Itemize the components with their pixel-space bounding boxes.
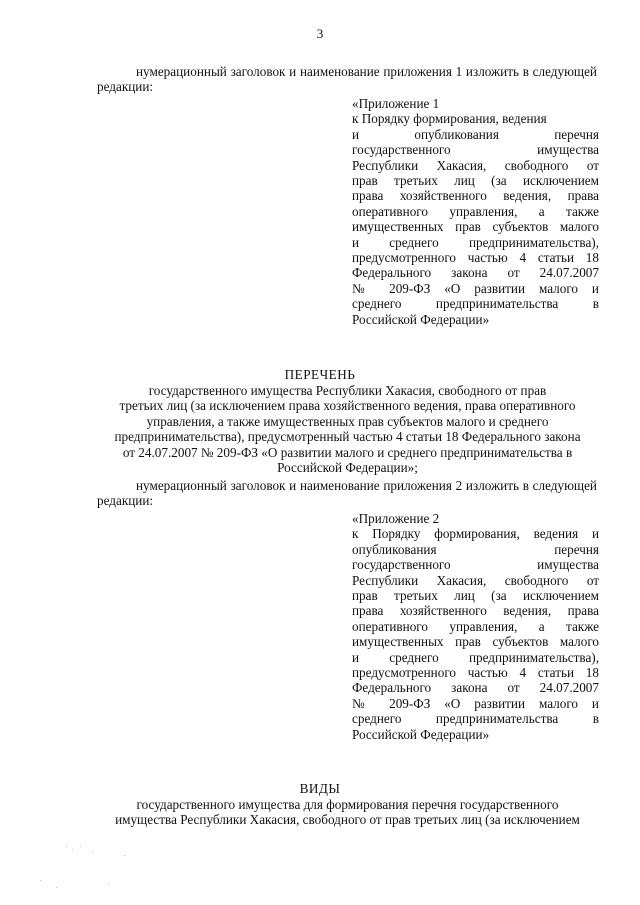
appendix-1-line: Российской Федерации» (352, 311, 490, 327)
appendix-1-line: права хозяйственного ведения, права (352, 188, 599, 204)
appendix-1-line: № 209-ФЗ «О развитии малого и (352, 280, 599, 296)
appendix-1-line: предусмотренного частью 4 статьи 18 (352, 250, 599, 266)
appendix-2-caption (352, 511, 599, 742)
appendix-2-line: Федерального закона от 24.07.2007 (352, 680, 599, 696)
scan-speck (56, 887, 57, 888)
heading-perechen: ПЕРЕЧЕНЬ (284, 367, 356, 382)
appendix-1-line: среднего предпринимательства в (352, 296, 599, 312)
perechen-line: государственного имущества Республики Хакасия, свободного от прав (148, 383, 547, 398)
paragraph-appendix-2-intro: нумерационный заголовок и наименование приложения 2 изложить в следующей редакции: (97, 478, 597, 509)
scan-speck (124, 855, 125, 856)
scan-speck (40, 880, 41, 881)
scan-speck (80, 846, 81, 847)
appendix-1-line: прав третьих лиц (за исключением (352, 173, 599, 189)
appendix-2-line: № 209-ФЗ «О развитии малого и (352, 695, 599, 711)
appendix-2-title: «Приложение 2 (352, 511, 440, 526)
appendix-2-line: предусмотренного частью 4 статьи 18 (352, 665, 599, 681)
appendix-2-line: и среднего предпринимательства), (352, 649, 599, 665)
perechen-line: третьих лиц (за исключением права хозяйственного ведения, права оперативного (119, 398, 576, 414)
perechen-line: от 24.07.2007 № 209-ФЗ «О развитии малого и среднего предпринимательства в (122, 444, 573, 460)
perechen-line: управления, а также имущественных прав субъектов малого и среднего (146, 413, 549, 429)
appendix-1-line: и опубликования перечня (352, 126, 599, 142)
vidy-line: имущества Республики Хакасия, свободного от прав третьих лиц (за исключением (115, 812, 580, 828)
scan-speck (72, 849, 73, 850)
appendix-1-line: имущественных прав субъектов малого (352, 219, 599, 235)
scan-speck (66, 846, 67, 847)
page-number: 3 (316, 26, 324, 41)
appendix-2-line: к Порядку формирования, ведения и (352, 526, 599, 542)
scan-speck (108, 884, 109, 885)
perechen-description (90, 383, 605, 475)
appendix-2-line: среднего предпринимательства в (352, 711, 599, 727)
vidy-description (90, 797, 605, 828)
appendix-1-line: и среднего предпринимательства), (352, 234, 599, 250)
appendix-2-line: Российской Федерации» (352, 726, 490, 742)
appendix-2-line: опубликования перечня (352, 541, 599, 557)
appendix-2-line: прав третьих лиц (за исключением (352, 588, 599, 604)
scan-speck (92, 851, 93, 852)
appendix-1-line: Республики Хакасия, свободного от (352, 157, 599, 173)
appendix-1-caption (352, 96, 599, 327)
appendix-1-title: «Приложение 1 (352, 96, 440, 111)
appendix-2-line: государственного имущества (352, 557, 599, 573)
appendix-2-line: имущественных прав субъектов малого (352, 634, 599, 650)
appendix-1-line: Федерального закона от 24.07.2007 (352, 265, 599, 281)
vidy-line: государственного имущества для формирования перечня государственного (136, 797, 559, 812)
perechen-line: Российской Федерации»; (277, 460, 418, 476)
heading-vidy: ВИДЫ (299, 781, 341, 796)
appendix-1-line: к Порядку формирования, ведения (352, 111, 547, 127)
perechen-line: предпринимательства), предусмотренный частью 4 статьи 18 Федерального закона (114, 429, 581, 445)
appendix-2-line: оперативного управления, а также (352, 618, 599, 634)
appendix-2-line: права хозяйственного ведения, права (352, 603, 599, 619)
appendix-1-line: оперативного управления, а также (352, 203, 599, 219)
appendix-1-line: государственного имущества (352, 142, 599, 158)
appendix-2-line: Республики Хакасия, свободного от (352, 572, 599, 588)
paragraph-appendix-1-intro: нумерационный заголовок и наименование приложения 1 изложить в следующей редакции: (97, 64, 597, 95)
